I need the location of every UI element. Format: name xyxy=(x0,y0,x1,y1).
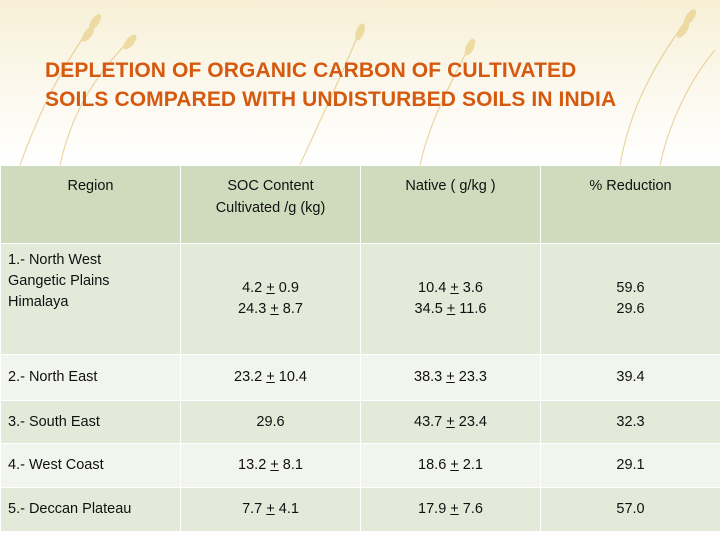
plus-minus-sign: + xyxy=(450,457,459,473)
cell-reduction: 39.4 xyxy=(541,355,720,401)
page-title xyxy=(45,56,685,114)
header-soc-content: SOC Content Cultivated /g (kg) xyxy=(181,166,361,244)
cell-cultivated: 4.2 + 0.9 24.3 + 8.7 xyxy=(181,244,361,355)
cell-region: 3.- South East xyxy=(1,401,181,444)
soc-table xyxy=(0,165,720,532)
cell-reduction: 57.0 xyxy=(541,488,720,532)
cell-region: 2.- North East xyxy=(1,355,181,401)
table-row xyxy=(1,401,720,444)
cell-reduction: 29.1 xyxy=(541,444,720,488)
plus-minus-sign: + xyxy=(446,413,455,430)
cell-native: 10.4 + 3.6 34.5 + 11.6 xyxy=(361,244,541,355)
cell-region: 5.- Deccan Plateau xyxy=(1,488,181,532)
table-row xyxy=(1,444,720,488)
plus-minus-sign: + xyxy=(270,301,279,317)
cell-native: 17.9 + 7.6 xyxy=(361,488,541,532)
plus-minus-sign: + xyxy=(266,280,275,296)
cell-native: 43.7 + 23.4 xyxy=(361,401,541,444)
title-line-1: DEPLETION OF ORGANIC CARBON OF CULTIVATED xyxy=(45,59,577,82)
header-reduction: % Reduction xyxy=(541,166,720,244)
header-region: Region xyxy=(1,166,181,244)
plus-minus-sign: + xyxy=(450,280,459,296)
plus-minus-sign: + xyxy=(270,457,279,473)
cell-reduction: 59.6 29.6 xyxy=(541,244,720,355)
plus-minus-sign: + xyxy=(450,501,459,517)
cell-cultivated: 23.2 + 10.4 xyxy=(181,355,361,401)
cell-cultivated: 29.6 xyxy=(181,401,361,444)
cell-cultivated: 7.7 + 4.1 xyxy=(181,488,361,532)
cell-cultivated: 13.2 + 8.1 xyxy=(181,444,361,488)
plus-minus-sign: + xyxy=(446,369,455,385)
header-background xyxy=(0,0,720,165)
table-row xyxy=(1,488,720,532)
cell-region: 1.- North West Gangetic Plains Himalaya xyxy=(1,244,181,355)
table-row xyxy=(1,355,720,401)
plus-minus-sign: + xyxy=(446,301,456,317)
table-body xyxy=(1,244,720,532)
plus-minus-sign: + xyxy=(266,369,275,385)
table-row xyxy=(1,244,720,355)
table-header-row xyxy=(1,166,720,244)
cell-region: 4.- West Coast xyxy=(1,444,181,488)
cell-native: 38.3 + 23.3 xyxy=(361,355,541,401)
cell-reduction: 32.3 xyxy=(541,401,720,444)
header-native: Native ( g/kg ) xyxy=(361,166,541,244)
cell-native: 18.6 + 2.1 xyxy=(361,444,541,488)
title-line-2: SOILS COMPARED WITH UNDISTURBED SOILS IN INDIA xyxy=(45,88,617,111)
plus-minus-sign: + xyxy=(266,501,275,517)
